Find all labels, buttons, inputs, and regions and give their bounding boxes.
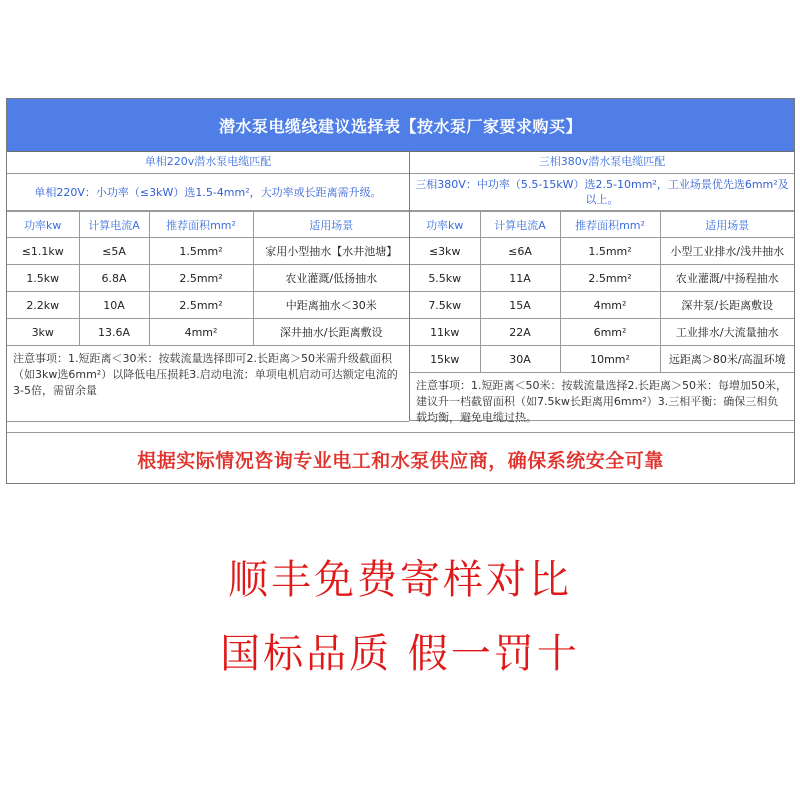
table-cell: 10A <box>79 292 149 319</box>
three-phase-intro: 三相380V：中功率（5.5-15kW）选2.5-10mm²，工业场景优先选6mm²及以上。 <box>410 174 794 211</box>
promo-free-sample: 顺丰免费寄样对比 <box>228 557 572 603</box>
table-cell: 远距离＞80米/高温环境 <box>660 346 794 373</box>
table-header-row <box>7 212 409 238</box>
table-cell: 13.6A <box>79 319 149 346</box>
table-cell: 中距离抽水＜30米 <box>253 292 409 319</box>
table-cell: 22A <box>480 319 560 346</box>
table-cell: ≤3kw <box>410 238 480 265</box>
single-phase-table <box>7 211 409 346</box>
table-row <box>7 265 409 292</box>
column-header: 适用场景 <box>660 212 794 238</box>
table-header-row <box>410 212 794 238</box>
table-cell: 11A <box>480 265 560 292</box>
promo-quality-guarantee: 国标品质 假一罚十 <box>220 631 580 677</box>
column-header: 推荐面积mm² <box>149 212 253 238</box>
table-cell: 4mm² <box>560 292 660 319</box>
three-phase-table <box>410 211 794 373</box>
column-header: 适用场景 <box>253 212 409 238</box>
table-row <box>410 265 794 292</box>
table-row <box>7 238 409 265</box>
table-cell: 1.5mm² <box>560 238 660 265</box>
table-cell: 深井泵/长距离敷设 <box>660 292 794 319</box>
single-phase-intro: 单相220V：小功率（≤3kW）选1.5-4mm²，大功率或长距离需升级。 <box>7 174 409 211</box>
table-cell: 6mm² <box>560 319 660 346</box>
single-phase-section <box>7 151 409 422</box>
table-cell: 2.5mm² <box>560 265 660 292</box>
three-phase-heading: 三相380v潜水泵电缆匹配 <box>410 151 794 174</box>
column-header: 计算电流A <box>79 212 149 238</box>
table-cell: 2.5mm² <box>149 292 253 319</box>
table-row <box>410 292 794 319</box>
column-header: 计算电流A <box>480 212 560 238</box>
table-row <box>7 292 409 319</box>
table-row <box>410 238 794 265</box>
table-cell: 1.5mm² <box>149 238 253 265</box>
table-cell: 农业灌溉/低扬抽水 <box>253 265 409 292</box>
table-cell: 7.5kw <box>410 292 480 319</box>
table-cell: ≤6A <box>480 238 560 265</box>
three-phase-note: 注意事项：1.短距离＜50米：按载流量选择2.长距离＞50米：每增加50米，建议升一档截留面积（如7.5kw长距离用6mm²）3.三相平衡：确保三相负载均衡，避免电缆过热。 <box>410 373 794 421</box>
table-cell: 11kw <box>410 319 480 346</box>
column-header: 推荐面积mm² <box>560 212 660 238</box>
table-row <box>7 319 409 346</box>
single-phase-note: 注意事项：1.短距离＜30米：按载流量选择即可2.长距离＞50米需升级截面积（如3kw选6mm²）以降低电压损耗3.启动电流：单项电机启动可达额定电流的3-5倍，需留余量 <box>7 346 409 422</box>
table-cell: 10mm² <box>560 346 660 373</box>
table-cell: 15kw <box>410 346 480 373</box>
table-cell: 5.5kw <box>410 265 480 292</box>
column-header: 功率kw <box>410 212 480 238</box>
table-cell: 深井抽水/长距离敷设 <box>253 319 409 346</box>
table-row <box>410 319 794 346</box>
advice-footer: 根据实际情况咨询专业电工和水泵供应商，确保系统安全可靠 <box>7 432 794 485</box>
cable-selection-table <box>6 98 795 484</box>
column-header: 功率kw <box>7 212 79 238</box>
three-phase-section <box>409 151 794 424</box>
table-row <box>410 346 794 373</box>
table-cell: 30A <box>480 346 560 373</box>
table-cell: 6.8A <box>79 265 149 292</box>
table-cell: 工业排水/大流量抽水 <box>660 319 794 346</box>
single-phase-heading: 单相220v潜水泵电缆匹配 <box>7 151 409 174</box>
table-cell: 4mm² <box>149 319 253 346</box>
table-cell: 2.2kw <box>7 292 79 319</box>
table-cell: ≤1.1kw <box>7 238 79 265</box>
table-cell: 农业灌溉/中扬程抽水 <box>660 265 794 292</box>
table-title: 潜水泵电缆线建议选择表【按水泵厂家要求购买】 <box>7 99 794 152</box>
table-cell: 小型工业排水/浅井抽水 <box>660 238 794 265</box>
table-cell: 15A <box>480 292 560 319</box>
table-cell: ≤5A <box>79 238 149 265</box>
table-cell: 3kw <box>7 319 79 346</box>
table-cell: 1.5kw <box>7 265 79 292</box>
table-cell: 家用小型抽水【水井池塘】 <box>253 238 409 265</box>
table-cell: 2.5mm² <box>149 265 253 292</box>
